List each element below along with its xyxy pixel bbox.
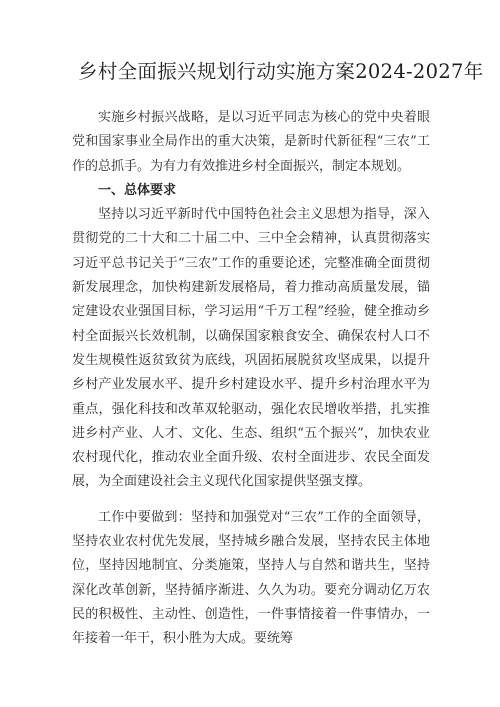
work-requirements-paragraph: 工作中要做到：坚持和加强党对“三农”工作的全面领导，坚持农业农村优先发展，坚持城乡融合发展，坚持农民主体地位，坚持因地制宜、分类施策，坚持人与自然和谐共生，坚持深化改革创新，坚持循序渐进、久久为功。要充分调动亿万农民的积极性、主动性、创造性，一件事情接着一件事情办，一年接着一年干，积小胜为大成。要统筹: [72, 509, 430, 647]
section-heading-general-requirements: 一、总体要求: [98, 182, 177, 198]
paragraph-spacer: [72, 495, 430, 506]
document-title: 乡村全面振兴规划行动实施方案2024-2027年: [78, 60, 484, 83]
guiding-principles-paragraph: 坚持以习近平新时代中国特色社会主义思想为指导，深入贯彻党的二十大和二十届二中、三中全会精神，认真贯彻落实习近平总书记关于“三农”工作的重要论述，完整准确全面贯彻新发展理念，加快构建新发展格局，着力推动高质量发展，锚定建设农业强国目标，学习运用“千万工程”经验，健全推动乡村全面振兴长效机制，以确保国家粮食安全、确保农村人口不发生规模性返贫致贫为底线，巩固拓展脱贫攻坚成果，以提升乡村产业发展水平、提升乡村建设水平、提升乡村治理水平为重点，强化科技和改革双轮驱动，强化农民增收举措，扎实推进乡村产业、人才、文化、生态、组织“五个振兴”，加快农业农村现代化，推动农业全面升级、农村全面进步、农民全面发展，为全面建设社会主义现代化国家提供坚强支撑。: [72, 207, 430, 490]
intro-paragraph: 实施乡村振兴战略，是以习近平同志为核心的党中央着眼党和国家事业全局作出的重大决策，是新时代新征程“三农”工作的总抓手。为有力有效推进乡村全面振兴，制定本规划。: [72, 110, 430, 174]
document-body: [72, 106, 430, 652]
